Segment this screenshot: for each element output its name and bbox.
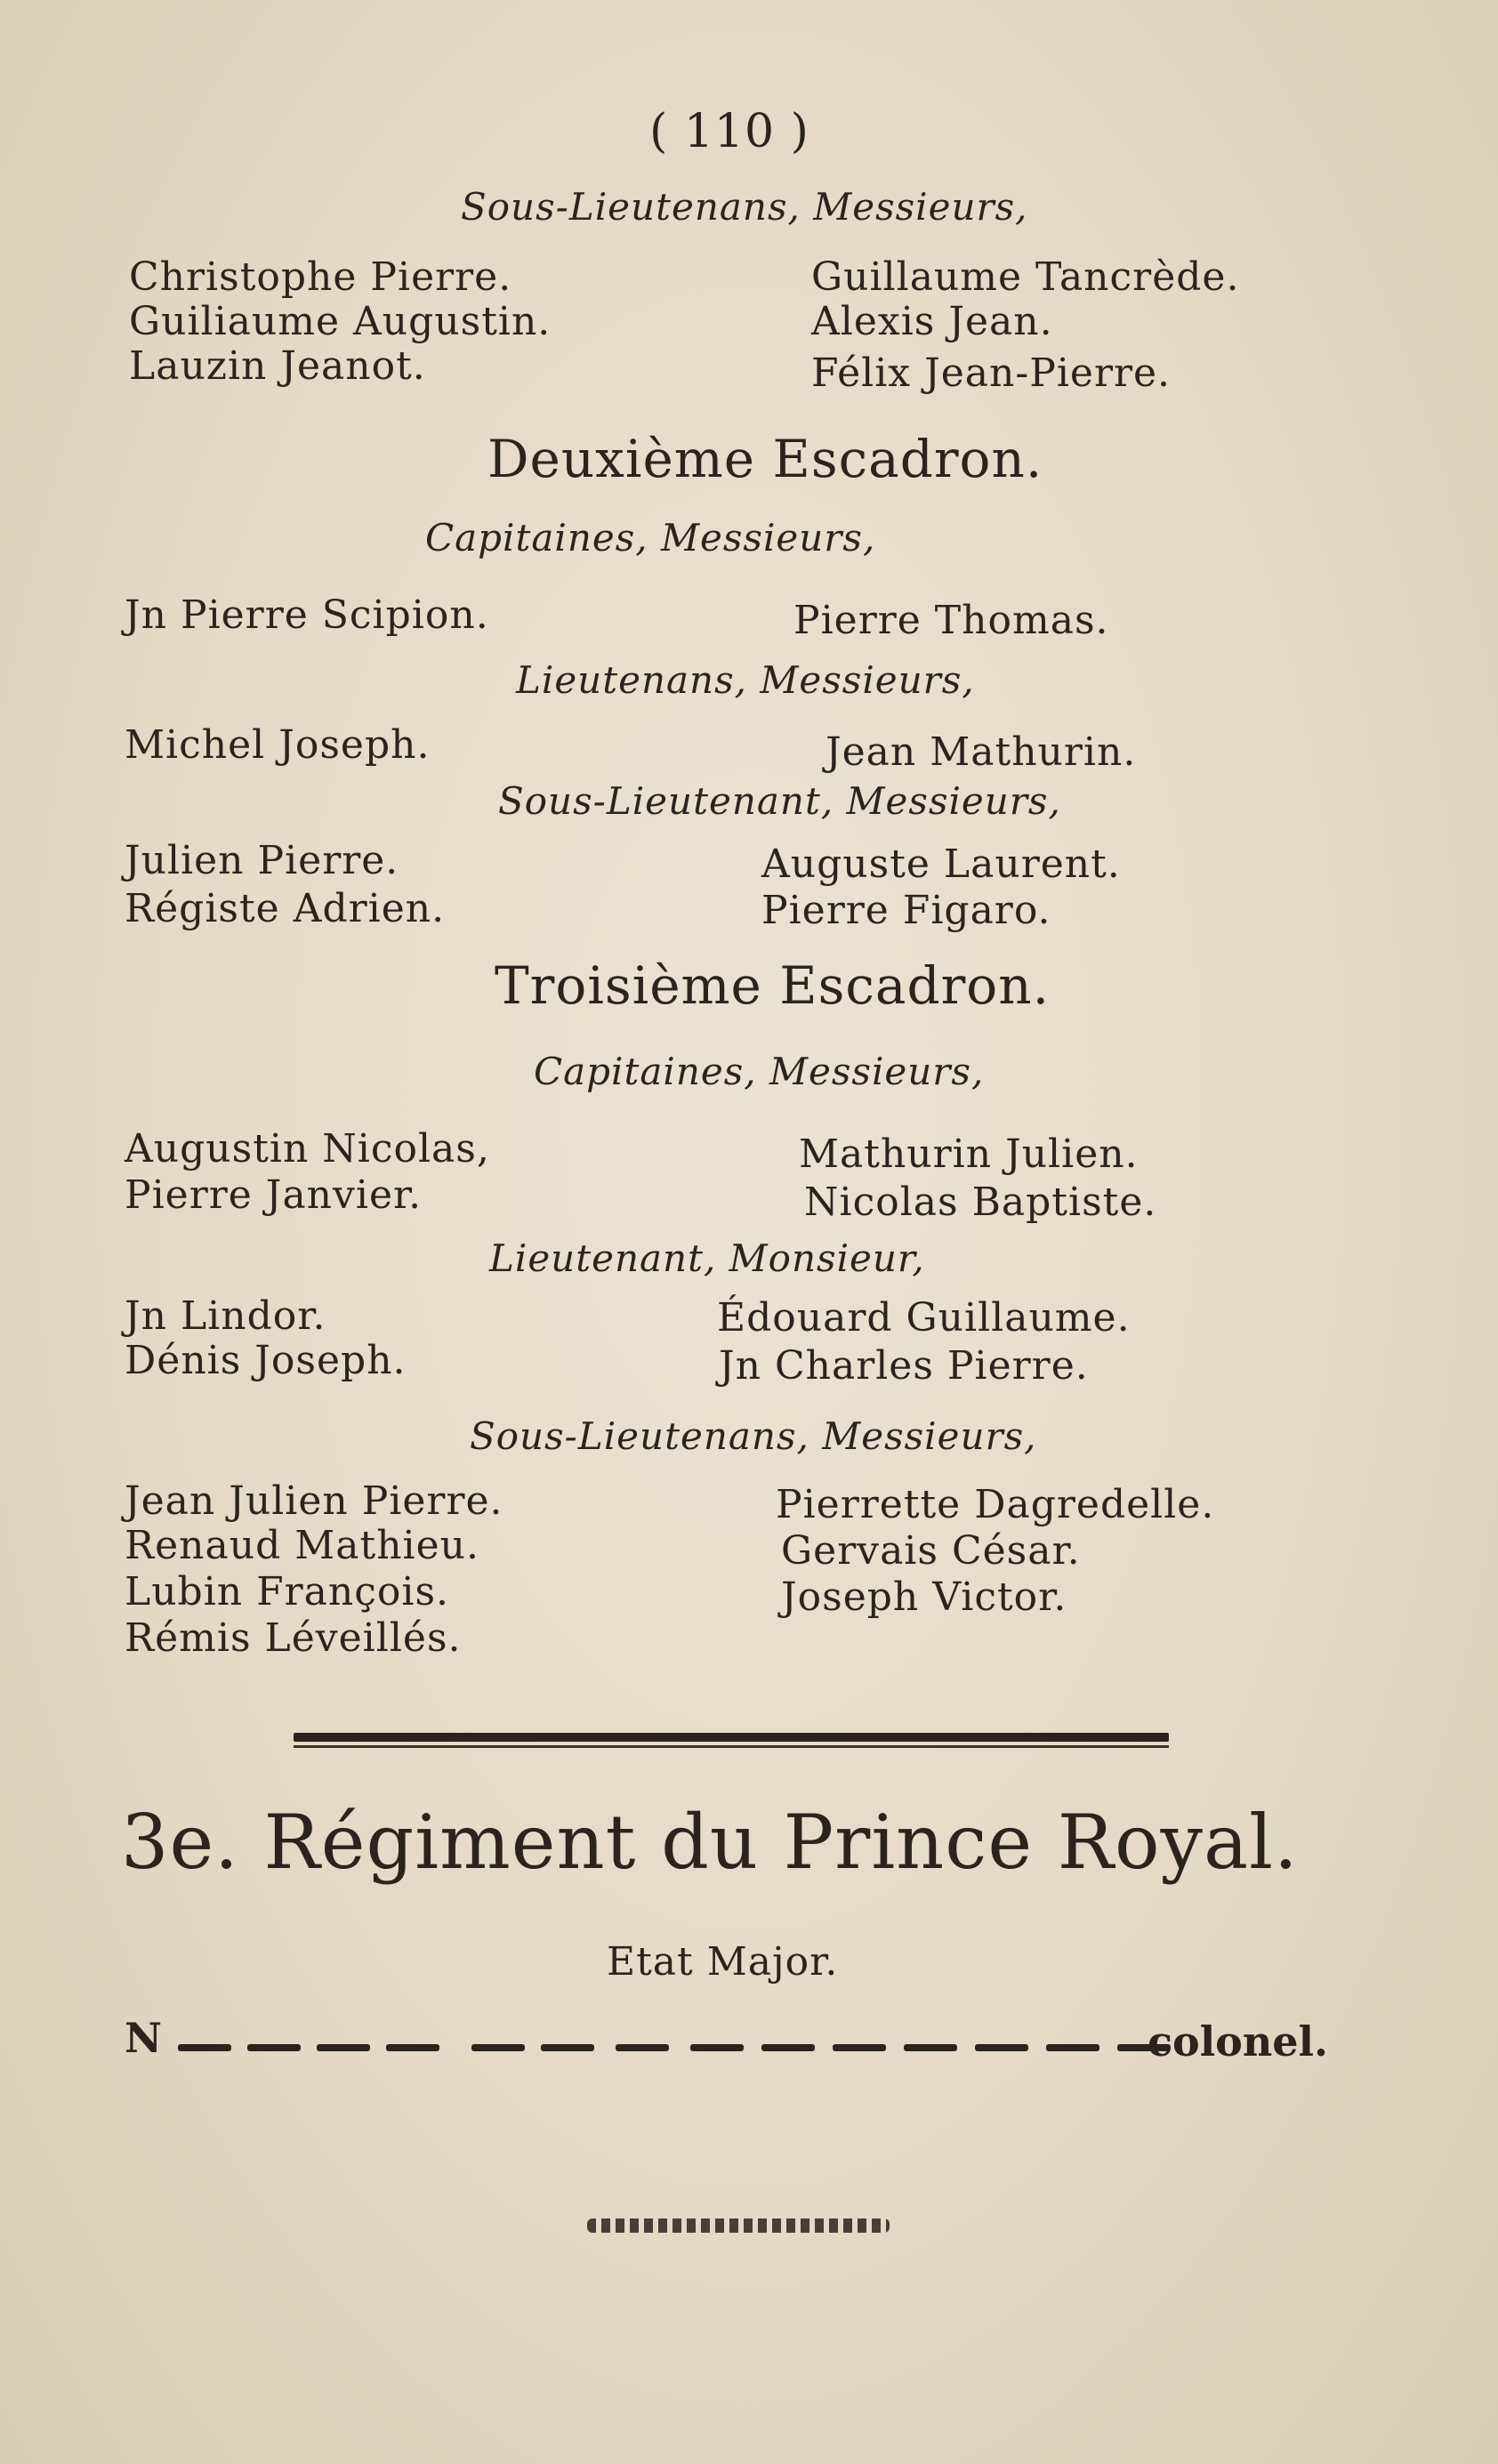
name-left: Augustin Nicolas, bbox=[125, 1126, 490, 1172]
name-left: Jean Julien Pierre. bbox=[125, 1478, 503, 1524]
name-right: Jn Charles Pierre. bbox=[719, 1343, 1089, 1389]
name-left: Jn Pierre Scipion. bbox=[125, 592, 489, 638]
sous-lieutenans-heading: Sous-Lieutenans, Messieurs, bbox=[461, 185, 1028, 229]
deuxieme-escadron-title: Deuxième Escadron. bbox=[487, 429, 1043, 489]
name-left: Christophe Pierre. bbox=[129, 254, 512, 300]
name-left: Lauzin Jeanot. bbox=[129, 343, 426, 389]
capitaines-heading: Capitaines, Messieurs, bbox=[425, 516, 876, 560]
name-right: Jean Mathurin. bbox=[826, 729, 1137, 775]
name-right: Joseph Victor. bbox=[781, 1574, 1067, 1620]
name-left: Renaud Mathieu. bbox=[125, 1523, 479, 1568]
regiment-title: 3e. Régiment du Prince Royal. bbox=[121, 1799, 1299, 1886]
name-right: Édouard Guillaume. bbox=[717, 1295, 1131, 1341]
name-right: Pierre Figaro. bbox=[761, 888, 1051, 933]
colonel-label: colonel. bbox=[1148, 2017, 1329, 2065]
etat-major-heading: Etat Major. bbox=[607, 1939, 839, 1985]
troisieme-escadron-title: Troisième Escadron. bbox=[495, 955, 1051, 1016]
lieutenant-heading: Lieutenant, Monsieur, bbox=[489, 1236, 925, 1280]
name-right: Pierrette Dagredelle. bbox=[776, 1482, 1215, 1527]
name-left: Julien Pierre. bbox=[125, 838, 399, 883]
name-left: Lubin François. bbox=[125, 1569, 450, 1614]
name-left: Dénis Joseph. bbox=[125, 1338, 407, 1383]
name-right: Pierre Thomas. bbox=[793, 598, 1109, 643]
name-right: Nicolas Baptiste. bbox=[804, 1180, 1157, 1225]
sous-lieutenans-heading: Sous-Lieutenans, Messieurs, bbox=[470, 1414, 1037, 1458]
section-divider bbox=[294, 1733, 1169, 1742]
name-right: Alexis Jean. bbox=[811, 299, 1053, 344]
name-left: Guiliaume Augustin. bbox=[129, 299, 552, 344]
name-left: Régiste Adrien. bbox=[125, 886, 446, 931]
lieutenans-heading: Lieutenans, Messieurs, bbox=[516, 658, 975, 702]
name-right: Mathurin Julien. bbox=[799, 1131, 1139, 1177]
page-number: ( 110 ) bbox=[649, 105, 809, 158]
name-left: Rémis Léveillés. bbox=[125, 1615, 462, 1661]
name-left: Pierre Janvier. bbox=[125, 1172, 423, 1218]
entry-initial: N bbox=[125, 2014, 163, 2062]
ornament bbox=[587, 2218, 890, 2233]
sous-lieutenant-heading: Sous-Lieutenant, Messieurs, bbox=[498, 779, 1061, 823]
capitaines-heading: Capitaines, Messieurs, bbox=[534, 1050, 985, 1093]
name-right: Gervais César. bbox=[781, 1528, 1081, 1574]
name-left: Jn Lindor. bbox=[125, 1293, 326, 1339]
leader-dashes bbox=[125, 2019, 1299, 2073]
name-right: Guillaume Tancrède. bbox=[811, 254, 1240, 300]
name-right: Félix Jean-Pierre. bbox=[811, 350, 1172, 396]
name-right: Auguste Laurent. bbox=[761, 841, 1121, 887]
name-left: Michel Joseph. bbox=[125, 722, 431, 768]
